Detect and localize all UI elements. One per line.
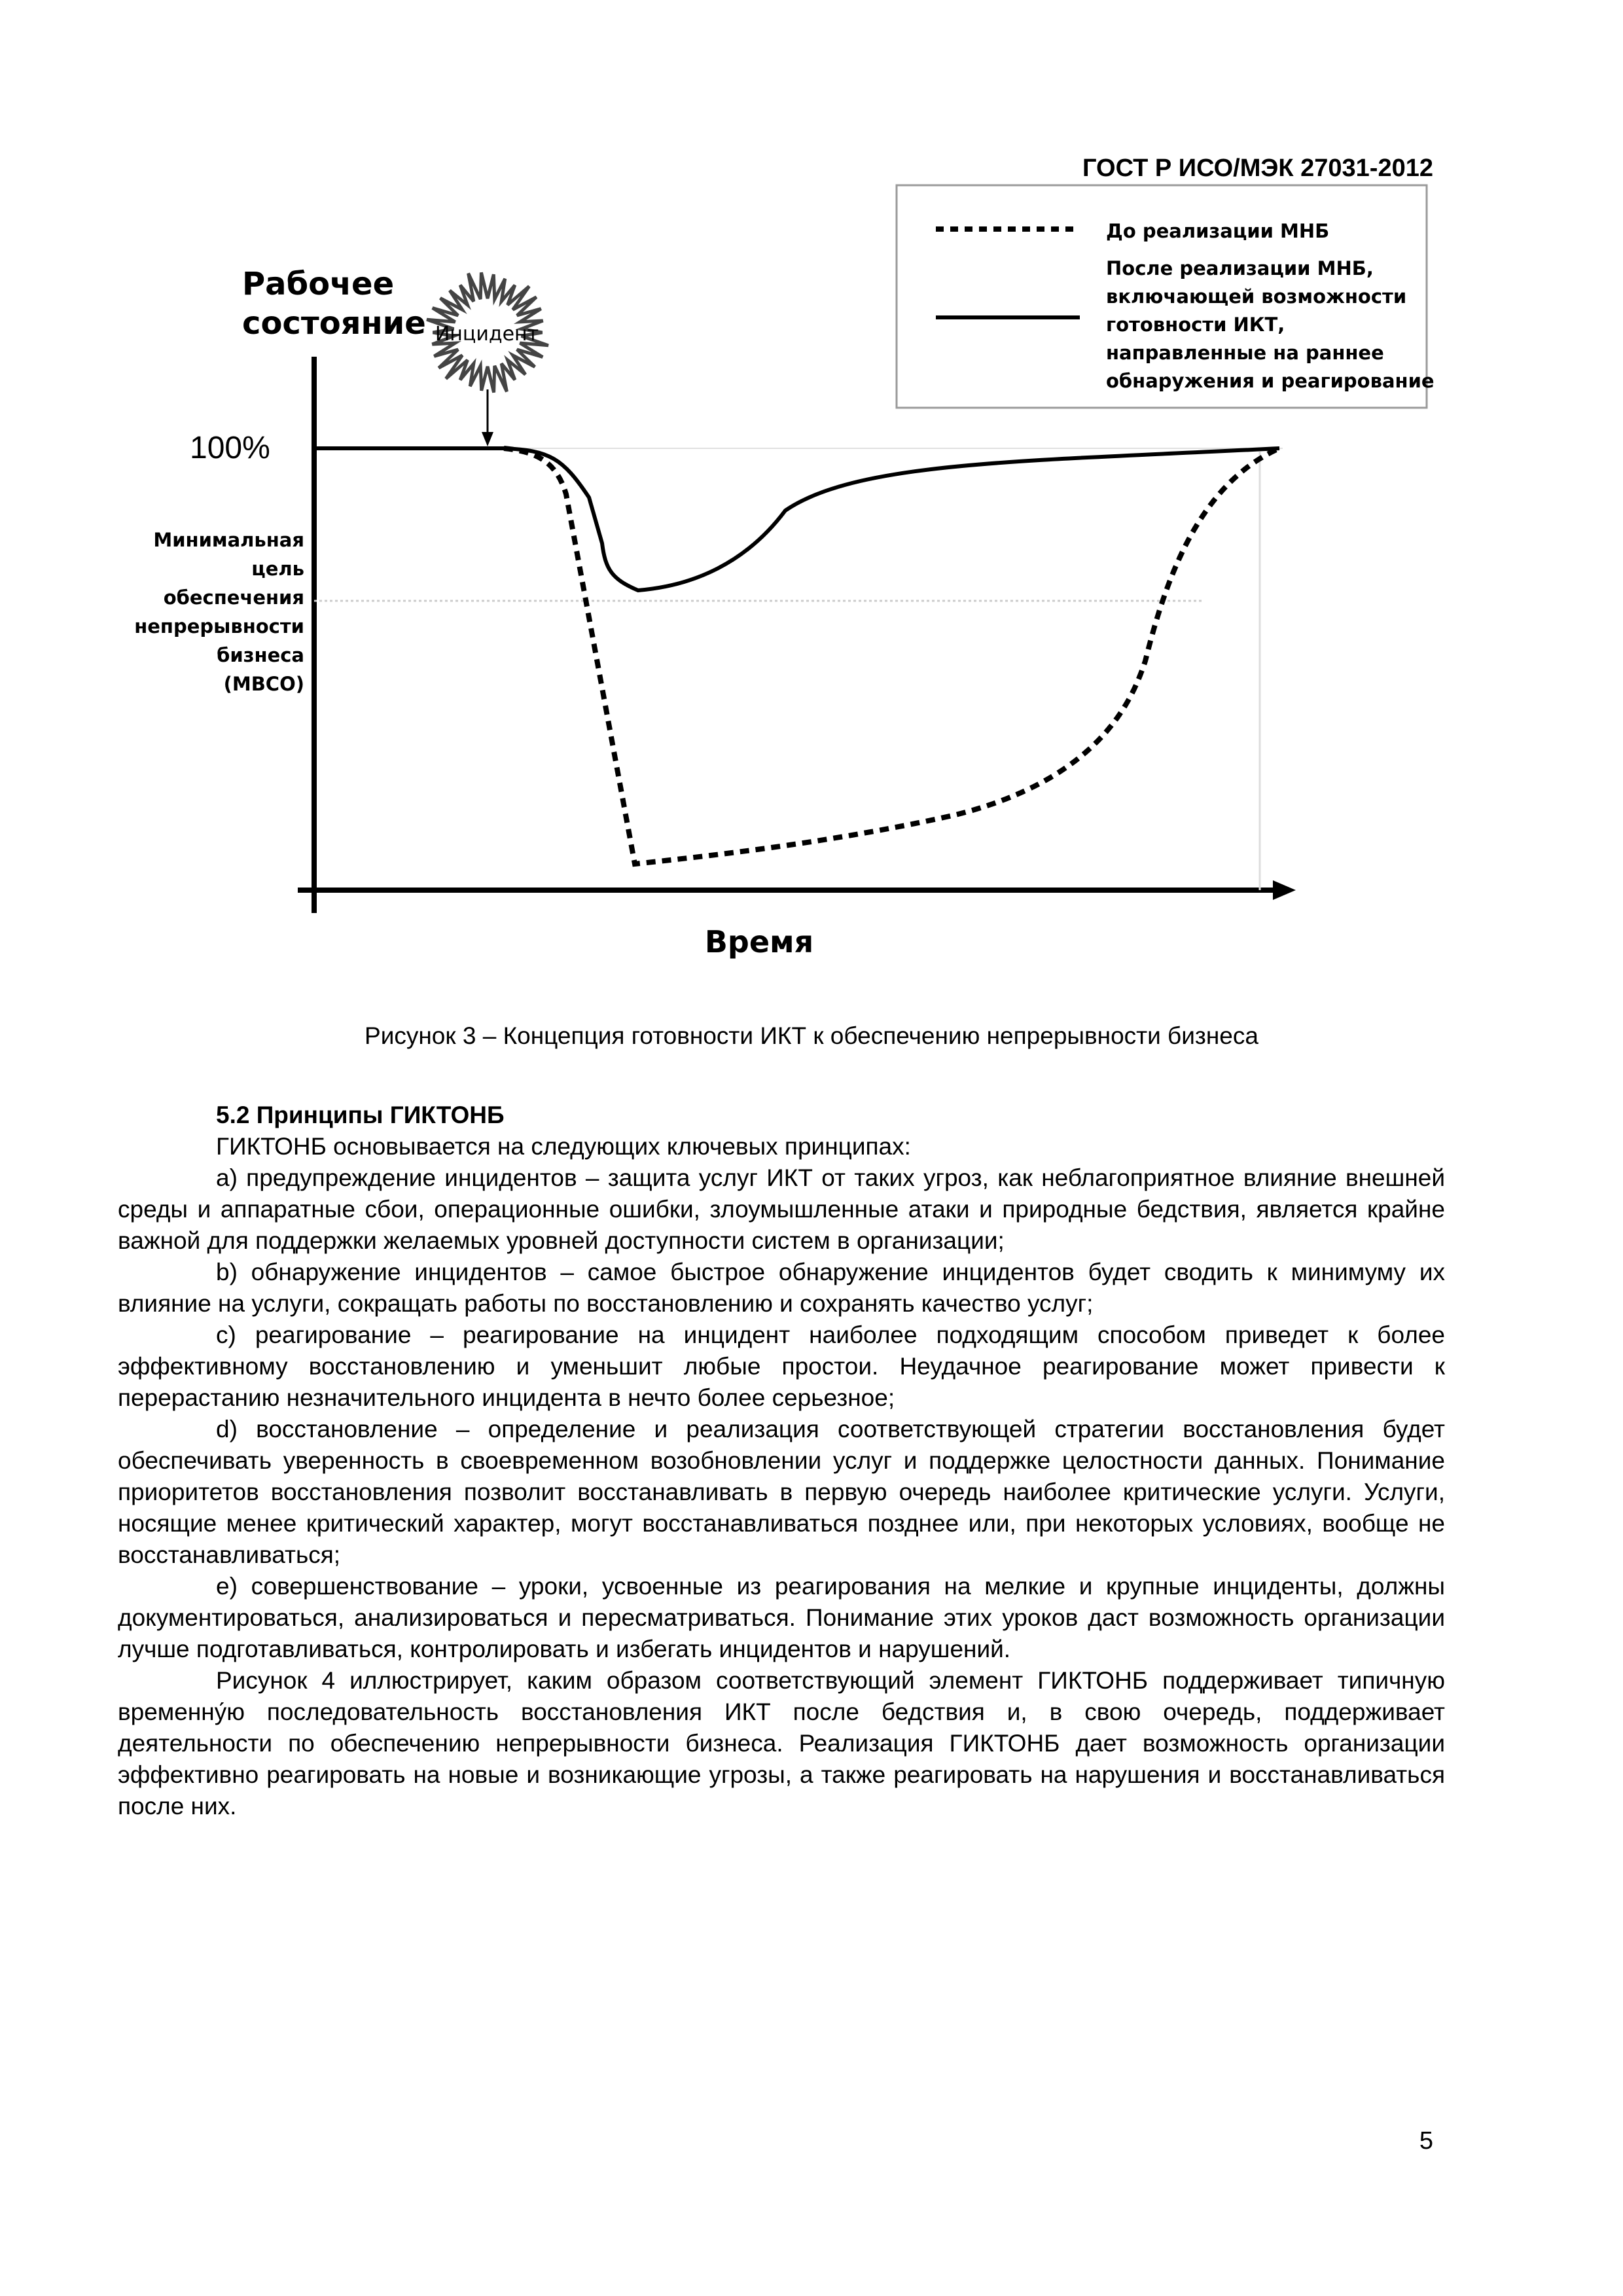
legend-after-line: обнаружения и реагирование: [1106, 370, 1435, 392]
paragraph: Рисунок 4 иллюстрирует, каким образом соответствующий элемент ГИКТОНБ поддерживает типичную временну́ю последовательность восстановления ИКТ после бедствия и, в свою очередь, поддерживает деятельности по обеспечению непрерывности бизнеса. Реализация ГИКТОНБ дает возможность организации эффективно реагировать на новые и возникающие угрозы, а также реагировать на нарушения и восстанавливаться после них.: [118, 1667, 1445, 1820]
paragraph-item-c: c) реагирование – реагирование на инцидент наиболее подходящим способом приведет к более эффективному восстановлению и уменьшит любые простои. Неудачное реагирование может привести к перерастанию незначительного инцидента в нечто более серьезное;: [118, 1321, 1445, 1411]
mbco-line: цель: [251, 558, 304, 580]
paragraph-item-a: a) предупреждение инцидентов – защита услуг ИКТ от таких угроз, как неблагоприятное влияние внешней среды и аппаратные сбои, операционные ошибки, злоумышленные атаки и природные бедствия, является крайне важной для поддержки желаемых уровней доступности систем в организации;: [118, 1164, 1445, 1254]
paragraph-item-d: d) восстановление – определение и реализация соответствующей стратегии восстановления будет обеспечивать уверенность в своевременном возобновлении услуг и поддержке целостности данных. Понимание приоритетов восстановления позволит восстанавливать в первую очередь наиболее критические услуги. Услуги, носящие менее критический характер, могут восстанавливаться позднее или, при некоторых условиях, вообще не восстанавливаться;: [118, 1416, 1445, 1568]
mbco-line: (МВСО): [223, 673, 304, 695]
legend-after-line: готовности ИКТ,: [1106, 314, 1285, 336]
incident-starburst: [427, 272, 548, 392]
legend-after-line: После реализации МНБ,: [1106, 257, 1374, 279]
mbco-line: бизнеса: [217, 644, 304, 666]
mbco-line: Минимальная: [153, 529, 304, 551]
legend: [897, 185, 1435, 408]
legend-after-line: направленные на раннее: [1106, 342, 1384, 364]
paragraph-item-e: e) совершенствование – уроки, усвоенные из реагирования на мелкие и крупные инциденты, должны документироваться, анализироваться и пересматриваться. Понимание этих уроков даст возможность организации лучше подготавливаться, контролировать и избегать инцидентов и нарушений.: [118, 1573, 1445, 1662]
y-axis-title-line2: состояние: [242, 305, 426, 342]
mbco-label: [134, 529, 304, 695]
legend-before-label: До реализации МНБ: [1106, 220, 1330, 242]
incident-arrow-icon: [482, 432, 493, 446]
mbco-line: непрерывности: [134, 615, 304, 637]
legend-after-line: включающей возможности: [1106, 285, 1407, 308]
section-body: [118, 1100, 1445, 1822]
series-before-line: [504, 448, 1279, 864]
figure-svg: [105, 177, 1440, 982]
y-axis-title-line1: Рабочее: [242, 266, 395, 302]
document-code: ГОСТ Р ИСО/МЭК 27031-2012: [1082, 154, 1433, 182]
tick-100-label: 100%: [190, 431, 270, 465]
series-after-line: [504, 448, 1279, 590]
figure-ict-readiness: [105, 177, 1440, 982]
x-axis-title: Время: [704, 924, 814, 960]
incident-label: Инцидент: [435, 323, 539, 346]
section-title: 5.2 Принципы ГИКТОНБ: [216, 1102, 505, 1128]
paragraph-item-b: b) обнаружение инцидентов – самое быстрое обнаружение инцидентов будет сводить к минимуму их влияние на услуги, сокращать работы по восстановлению и сохранять качество услуг;: [118, 1259, 1445, 1317]
mbco-line: обеспечения: [163, 586, 304, 609]
figure-caption: Рисунок 3 – Концепция готовности ИКТ к обеспечению непрерывности бизнеса: [365, 1022, 1258, 1049]
paragraph: ГИКТОНБ основывается на следующих ключевых принципах:: [216, 1133, 911, 1160]
page-number: 5: [1419, 2127, 1433, 2155]
x-axis-arrow-icon: [1273, 880, 1296, 900]
